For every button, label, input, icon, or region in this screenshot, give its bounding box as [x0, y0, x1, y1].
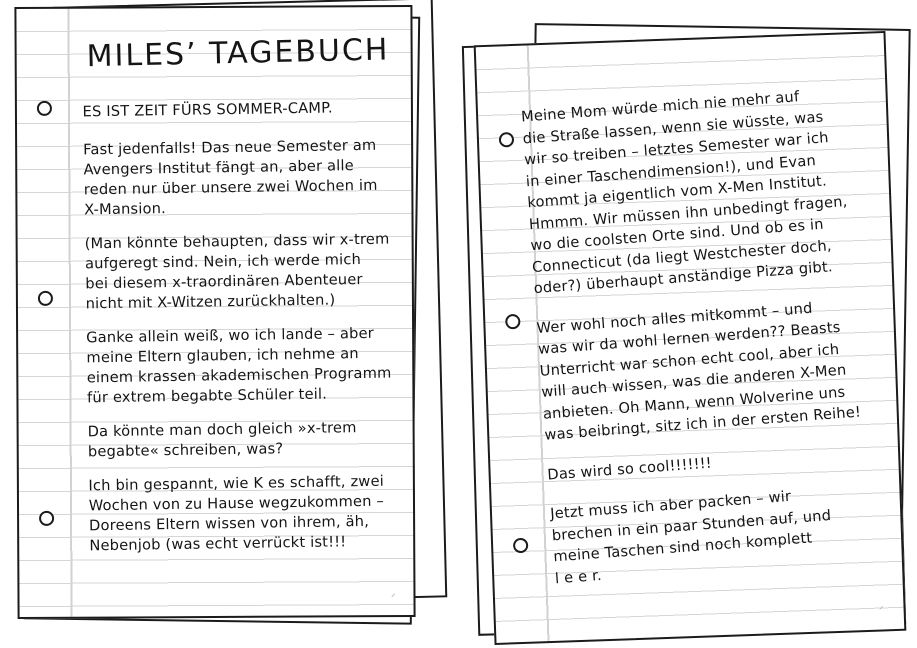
- left-diary-page: [14, 5, 415, 619]
- right-page-text: [520, 81, 902, 603]
- left-punch-hole-bottom: [39, 511, 54, 526]
- right-diary-page: [474, 31, 907, 645]
- left-paragraph-3: (Man könnte behaupten, dass wir x-trem aufgeregt sind. Nein, ich werde mich bei diesem x-traordinären Abenteuer nicht mit X-Witzen zurückhalten.): [84, 230, 390, 313]
- left-page-text: [82, 97, 409, 570]
- right-paragraph-2: Wer wohl noch alles mitkommt – und was wir da wohl lernen werden?? Beasts Unterricht war schon echt cool, aber ich will auch wissen, was die anderen X-Men anbieten. Oh Mann, wenn Wolverine uns was beibringt, sitz ich in der ersten Reihe!: [536, 299, 862, 444]
- right-paragraph-4: Jetzt muss ich aber packen – wir brechen in ein paar Stunden auf, und meine Taschen sind noch komplett l e e r.: [549, 487, 832, 587]
- right-punch-hole-top: [499, 132, 515, 148]
- left-punch-hole-top: [37, 101, 52, 116]
- left-page-corner-mark: ⸍: [390, 593, 396, 604]
- right-paragraph-1: Meine Mom würde mich nie mehr auf die Straße lassen, wenn sie wüsste, was wir so treiben – letztes Semester war ich in einer Taschendimension!), und Evan kommt ja eigentlich vom X-Men Institut. Hmmm. Wir müssen ihn unbedingt fragen, wo die coolsten Orte sind. Und ob es in Connecticut (da liegt Westchester doch, oder?) überhaupt anständige Pizza gibt.: [520, 88, 848, 298]
- left-paragraph-5: Da könnte man doch gleich »x-trem begabte« schreiben, was?: [87, 419, 357, 461]
- left-paragraph-6: Ich bin gespannt, wie K es schafft, zwei Wochen von zu Hause wegzukommen – Doreens Eltern wissen von ihrem, äh, Nebenjob (was echt verrückt ist!!!: [88, 472, 385, 555]
- right-punch-hole-middle: [505, 314, 521, 330]
- left-paragraph-4: Ganke allein weiß, wo ich lande – aber meine Eltern glauben, ich nehme an einem krassen akademischen Programm für extrem begabte Schüler teil.: [86, 324, 392, 407]
- left-paragraph-1: ES IST ZEIT FÜRS SOMMER-CAMP.: [82, 99, 333, 121]
- left-punch-hole-middle: [38, 291, 53, 306]
- left-paragraph-2: Fast jedenfalls! Das neue Semester am Avengers Institut fängt an, aber alle reden nur über unsere zwei Wochen im X-Mansion.: [83, 136, 378, 219]
- right-page-corner-mark: ⸍: [878, 605, 884, 616]
- right-punch-hole-bottom: [513, 538, 529, 554]
- right-paragraph-3: Das wird so cool!!!!!!!: [546, 454, 713, 484]
- diary-title: MILES’ TAGEBUCH: [86, 32, 390, 75]
